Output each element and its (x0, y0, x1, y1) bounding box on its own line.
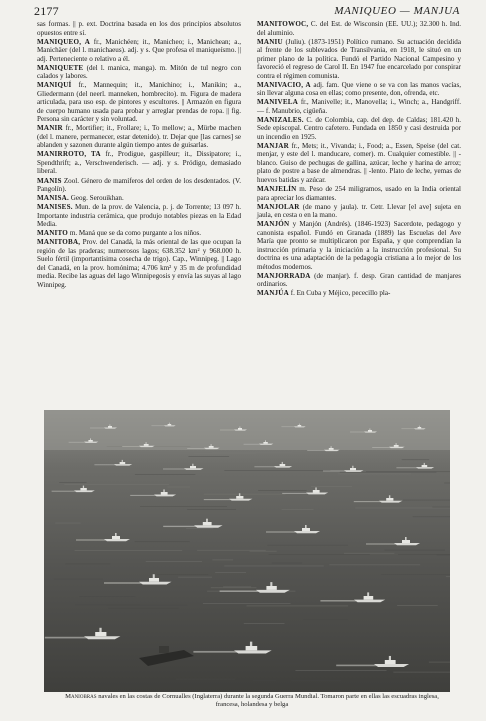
dictionary-entry (257, 185, 461, 202)
ship-hull (259, 444, 273, 445)
ship-wake (320, 600, 358, 601)
ship-hull (294, 531, 320, 533)
ship-hull (294, 426, 306, 427)
ship-bridge (246, 646, 258, 650)
ship-bridge (95, 632, 106, 636)
sea-ripple (108, 608, 178, 609)
ship-funnel (405, 537, 407, 540)
ship-bridge (263, 442, 267, 444)
entry-text: (del l. manica, manga). m. Mitón de tul negro con calados y labores. (37, 63, 242, 81)
ship-hull (204, 448, 220, 449)
ship-hull (344, 470, 364, 472)
ship-bridge (108, 426, 112, 428)
entry-text: Zool. Género de mamíferos del orden de los desdentados. (V. Pangolín). (37, 176, 241, 194)
ship-funnel (265, 440, 266, 442)
ship-wake (193, 651, 239, 653)
ship-hull (139, 582, 172, 585)
dictionary-entry (257, 20, 461, 37)
sea-ripple (176, 679, 235, 680)
ship-funnel (282, 462, 283, 464)
entry-headword: MANITOWOC, (257, 20, 309, 28)
ship-hull (414, 428, 426, 429)
ship-hull (139, 446, 155, 447)
ship-hull (74, 490, 95, 492)
dictionary-entry (257, 272, 461, 289)
ship-bridge (190, 466, 196, 468)
ship-funnel (315, 487, 316, 490)
entry-headword: MANIZALES. (257, 115, 304, 124)
ship-hull (234, 430, 247, 431)
sea-ripple (429, 662, 450, 663)
sea-ripple (437, 555, 450, 556)
entry-headword: MANJAR (257, 141, 289, 150)
sea-ripple (329, 564, 420, 565)
ship-hull (164, 425, 176, 426)
sea-ripple (135, 541, 190, 542)
sea-ripple (140, 506, 227, 507)
ship-hull (234, 650, 272, 653)
entry-headword: MANIR (37, 124, 63, 133)
sea-ripple (402, 459, 429, 460)
ship-bridge (88, 440, 92, 442)
ship-bridge (302, 528, 310, 531)
ship-hull (324, 450, 340, 451)
sea-ripple (135, 474, 196, 475)
ship-wake (204, 499, 233, 500)
entry-headword: MANIU (257, 37, 283, 46)
sea-ripple (272, 563, 302, 564)
ship-funnel (110, 425, 111, 427)
entry-text: (de manjar). f. desp. Gran cantidad de manjares ordinarios. (257, 271, 461, 289)
sea-ripple (381, 574, 450, 575)
entry-headword: MANISA. (37, 194, 69, 203)
dictionary-entry (257, 203, 461, 220)
ship-wake (323, 471, 347, 472)
ship-hull (184, 468, 204, 470)
ship-wake (94, 464, 116, 465)
ship-wake (401, 429, 415, 430)
ship-funnel (192, 464, 193, 466)
sea-ripple (304, 619, 348, 620)
dictionary-entry (257, 116, 461, 142)
ship-wake (281, 427, 295, 428)
entry-headword: MANJÚA (257, 289, 289, 298)
ship-wake (69, 442, 87, 443)
ship-wake (122, 446, 141, 447)
sea-ripple (197, 550, 266, 551)
ship-funnel (146, 442, 147, 444)
sea-ripple (291, 680, 341, 681)
ship-bridge (280, 464, 286, 466)
entry-headword: MANIVACIO, A (257, 80, 311, 89)
dictionary-entry (37, 81, 241, 124)
sea-ripple (224, 566, 323, 567)
ship-wake (76, 539, 108, 540)
ship-bridge (364, 596, 374, 600)
sea-ripple (55, 523, 80, 524)
dictionary-entry (37, 38, 241, 64)
entry-headword: MANIRROTO, TA (37, 150, 101, 159)
dictionary-entry (37, 150, 241, 176)
ship-wake (52, 491, 78, 492)
ship-hull (416, 467, 434, 469)
entry-text: Mun. de la prov. de Valencia, p. j. de Torrente; 13 097 h. Importante industria cerámica, que produjo notables piezas en la Edad Media. (37, 203, 241, 229)
entry-text: m. Peso de 254 miligramos, usado en la India oriental para apreciar los diamantes. (257, 185, 462, 202)
ship-hull (274, 466, 292, 468)
ship-bridge (209, 446, 214, 448)
dictionary-entry (37, 194, 241, 203)
ship-wake (187, 448, 206, 449)
entry-headword: MANIVELA (257, 98, 299, 107)
ship-bridge (368, 430, 372, 432)
ship-hull (114, 464, 132, 466)
sea-ripple (203, 603, 291, 604)
ship-hull (84, 636, 120, 639)
sea-ripple (215, 572, 246, 573)
sea-ripple (167, 487, 190, 488)
ship-wake (45, 637, 90, 639)
right-text-column (257, 20, 461, 299)
sea-ripple (211, 587, 257, 588)
ship-hull (379, 501, 402, 503)
ship-bridge (236, 496, 243, 499)
ship-bridge (418, 427, 422, 428)
ship-funnel (370, 429, 371, 431)
sea-ripple (275, 664, 303, 665)
ship-wake (266, 531, 298, 532)
sea-ripple (444, 483, 450, 484)
ship-bridge (313, 490, 320, 493)
entry-text: (de mano y jaula). tr. Cetr. Llevar [el ave] sujeta en jaula, en cesta o en la mano. (257, 202, 461, 220)
dictionary-entry (257, 289, 461, 298)
ship-funnel (419, 426, 420, 427)
entry-text: fr., Manivelle; it., Manovella; i., Winch; a., Handgriff. — f. Manubrio, cigüeña. (257, 98, 461, 115)
sea-ripple (178, 577, 212, 578)
ship-funnel (163, 489, 164, 492)
ship-funnel (211, 444, 212, 446)
dictionary-entry (37, 177, 241, 194)
foreground-ship-bridge (159, 646, 169, 653)
ship-funnel (90, 438, 91, 440)
page-number: 2177 (34, 4, 59, 18)
ship-wake (151, 426, 165, 427)
ship-bridge (112, 536, 120, 539)
ship-hull (394, 543, 420, 545)
ship-bridge (238, 428, 242, 430)
ship-wake (244, 444, 262, 445)
ship-bridge (422, 465, 428, 467)
ship-wake (282, 493, 309, 494)
sea-ripple (384, 550, 445, 551)
sea-ripple (247, 606, 349, 607)
ship-wake (220, 430, 236, 431)
entry-headword: MANIQUEO, A (37, 37, 91, 46)
ship-hull (256, 590, 290, 593)
entry-text: sas formas. || p. ext. Doctrina basada en los dos principios absolutos opuestos entre sí. (37, 20, 241, 37)
ship-bridge (402, 540, 410, 543)
entry-text: fr., Mannequin; it., Manichino; i., Manikin; a., Gliedermann (del neerl. manneken, hombrecito). m. Figura de madera articulada, para uso esp. de pintores y escultores. || Armazón en figura de cuerpo humano usada para probar y arreglar prendas de ropa. || fig. Persona sin carácter y sin voluntad. (37, 81, 242, 124)
dictionary-entry (37, 64, 241, 81)
entry-text: fr., Mortifier; it., Frollare; i., To mellow; a., Mürbe machen (del l. manere, permanecer, estar detenido). tr. Dejar que [las carnes] se ablanden y sazonen durante algún tiempo antes de guisarlas. (37, 124, 241, 150)
sea-ripple (187, 509, 236, 510)
ship-funnel (206, 519, 208, 522)
sea-ripple (54, 579, 103, 580)
ship-funnel (83, 486, 84, 488)
entry-headword: MANISES. (37, 203, 73, 212)
ship-bridge (161, 492, 168, 495)
ship-bridge (203, 522, 212, 525)
entry-text: f. En Cuba y Méjico, pececillo pla- (290, 289, 391, 298)
entry-headword: MANJOLAR (257, 202, 300, 211)
entry-headword: MANIQUÍ (37, 81, 72, 90)
sea-ripple (258, 490, 306, 491)
sea-ripple (311, 486, 352, 487)
entry-text: Prov. del Canadá, la más oriental de las que ocupan la región de las praderas; numerosos lagos; 638.352 km² y 968.000 h. Suelo fértil (importantísima cosecha de trigo). Cap., Winnipeg. || Lago del Canadá, en la prov. homónima; 4.706 km² y 35 m de profundidad media. Recibe las aguas del lago Winnipegosis y envía las suyas al lago Winnipeg. (37, 238, 241, 289)
sea-ripple (267, 545, 347, 546)
ship-wake (254, 466, 276, 467)
sea-ripple (211, 452, 292, 453)
sea-ripple (212, 560, 233, 561)
entry-headword: MANJORRADA (257, 271, 311, 280)
ship-bridge (394, 445, 399, 447)
sea-ripple (64, 484, 169, 485)
ship-bridge (149, 578, 159, 582)
sea-ripple (355, 508, 450, 509)
sea-ripple (204, 494, 286, 495)
entry-headword: MANIS (37, 176, 62, 185)
ship-bridge (144, 444, 149, 446)
entry-text: fr., Manichéen; it., Manicheo; i., Manichean; a., Manichäer (del l. manichaeus). adj. y s. Que profesa el maniqueísmo. || adj. Perteneciente o relativo a él. (37, 37, 241, 63)
naval-ships-photo (44, 410, 450, 692)
dictionary-entry (37, 20, 241, 37)
ship-funnel (424, 463, 425, 465)
entry-text: fr., Mets; it., Vivanda; i., Food; a., Essen, Speise (del cat. menjar, y este del l. manducare, comer). m. Cualquier comestible. || -blanco. Guiso de pechugas de gallina, azúcar, leche y harina de arroz; plato de postre a base de almendras. || -lento. Plato de leche, yemas de huevos batidas y azúcar. (257, 141, 461, 184)
ship-funnel (305, 525, 307, 528)
dictionary-entry (37, 229, 241, 238)
dictionary-entry (37, 124, 241, 150)
sea-ripple (157, 574, 208, 575)
sea-ripple (253, 680, 276, 681)
entry-text: C. de Colombia, cap. del dep. de Caldas; 181.420 h. Sede episcopal. Centro cafetero. Fundada en 1850 y casi destruida por un incendio en 1925. (257, 115, 462, 141)
ship-funnel (99, 628, 101, 632)
sea-ripple (344, 553, 394, 554)
ship-funnel (352, 466, 353, 468)
sea-ripple (432, 507, 450, 508)
entry-text: y Manjón (Andrés). (1846-1923) Sacerdote, pedagogo y canonista español. Fundó en Granada (1889) las Escuelas del Ave María que pronto se multiplicaron por España, y que comprendían la instrucción primaria y la iniciación a la instrucción profesional. Su doctrina es una adaptación de la pedagogía cristiana a lo mejor de los métodos modernos. (257, 220, 461, 271)
ship-funnel (122, 460, 123, 462)
ship-funnel (299, 424, 300, 425)
sea-ripple (194, 453, 256, 454)
entry-headword: MANJELÍN (257, 185, 297, 194)
sea-ripple (65, 564, 110, 565)
ship-wake (163, 526, 198, 527)
ship-hull (364, 432, 377, 433)
entry-text: Geog. Serouikhan. (70, 194, 124, 203)
ship-funnel (169, 423, 170, 424)
entry-text: m. Maná que se da como purgante a los niños. (69, 229, 202, 238)
sea-ripple (75, 550, 183, 551)
dictionary-entry (257, 38, 461, 81)
ship-bridge (120, 462, 126, 464)
ship-wake (104, 582, 144, 584)
entry-text: (Juliu). (1873-1951) Político rumano. Su actuación decidida al frente de los sublevados de Transilvania, en 1918, le situó en un primer plano de la política. Fundó el Partido Nacional Campesino y favoreció el regreso de Carol II. En 1947 fue encarcelado por conspirar contra el régimen comunista. (257, 37, 461, 80)
ship-bridge (80, 488, 86, 490)
ship-funnel (239, 493, 240, 496)
dictionary-entry (257, 98, 461, 115)
sea-ripple (188, 456, 229, 457)
entry-headword: MANIQUETE (37, 63, 84, 72)
ship-bridge (266, 586, 276, 590)
ship-hull (104, 539, 130, 541)
sea-ripple (282, 509, 314, 510)
ship-bridge (350, 468, 356, 470)
ship-funnel (389, 656, 391, 660)
caption-text: navales en las costas de Cornualles (Inglaterra) durante la segunda Guerra Mundial. Tomaron parte en ellas las escuadras inglesa, francesa, holandesa y belga (98, 693, 439, 708)
dictionary-entry (37, 238, 241, 289)
sea-ripple (224, 470, 330, 471)
sea-ripple (403, 500, 450, 501)
ship-wake (90, 428, 106, 429)
entry-text: C. del Est. de Wisconsin (EE. UU.); 32.300 h. Ind. del aluminio. (257, 20, 461, 37)
dictionary-entry (37, 203, 241, 229)
sea-ripple (446, 576, 450, 577)
sea-ripple (59, 482, 86, 483)
sea-ripple (413, 516, 450, 517)
ship-funnel (367, 592, 369, 596)
ship-hull (194, 525, 223, 527)
sea-ripple (269, 554, 370, 555)
caption-lead: Maniobras (65, 693, 97, 700)
ship-wake (130, 495, 157, 496)
photo-caption (62, 693, 442, 709)
ships-photo-graphic (44, 410, 450, 692)
ship-bridge (386, 498, 393, 501)
sea-ripple (295, 670, 386, 671)
headword-range: MANIQUEO — MANJUA (334, 5, 460, 17)
ship-bridge (385, 660, 396, 664)
sea-ripple (340, 472, 437, 473)
sea-ripple (393, 672, 450, 673)
dictionary-entry (257, 142, 461, 185)
sea-ripple (338, 474, 411, 475)
ship-wake (354, 501, 383, 502)
ship-hull (374, 664, 409, 667)
ship-wake (307, 450, 326, 451)
ship-wake (350, 432, 366, 433)
ship-bridge (168, 424, 172, 425)
ship-hull (229, 499, 252, 501)
ship-bridge (329, 448, 334, 450)
entry-text: adj. fam. Que viene o se va con las manos vacías, sin llevar alguna cosa en ellas; como presente, don, ofrenda, etc. (257, 80, 461, 98)
sea-ripple (397, 605, 438, 606)
ship-wake (163, 469, 187, 470)
sea-ripple (244, 623, 285, 624)
entry-headword: MANITOBA, (37, 238, 81, 247)
ship-bridge (298, 425, 302, 426)
ship-funnel (396, 443, 397, 445)
sea-ripple (250, 551, 277, 552)
ship-hull (154, 495, 176, 497)
ship-funnel (389, 495, 390, 498)
ship-wake (372, 447, 391, 448)
sea-ripple (186, 528, 213, 529)
ship-funnel (331, 446, 332, 448)
sea-ripple (211, 641, 239, 642)
ship-hull (104, 428, 117, 429)
ship-hull (389, 447, 405, 448)
ship-funnel (153, 574, 155, 578)
ship-funnel (115, 533, 117, 536)
sea-ripple (146, 561, 202, 562)
entry-text: fr., Prodigue, gaspilleur; it., Dissipatore; i., Spendthrift; a., Verschwenderisch. — adj. y s. Pródigo, demasiado liberal. (37, 150, 241, 176)
ship-hull (354, 600, 385, 603)
left-text-column (37, 20, 241, 290)
ship-funnel (250, 642, 252, 646)
ship-wake (366, 543, 398, 544)
entry-headword: MANJÓN (257, 220, 290, 229)
dictionary-entry (257, 220, 461, 271)
ship-wake (396, 467, 418, 468)
ship-wake (220, 590, 262, 592)
sea-ripple (79, 596, 135, 597)
entry-headword: MANITO (37, 229, 69, 238)
ship-wake (336, 665, 379, 667)
ship-hull (84, 442, 98, 443)
sea-ripple (107, 605, 188, 606)
ship-funnel (270, 582, 272, 586)
dictionary-entry (257, 81, 461, 98)
sea-ripple (223, 586, 251, 587)
ship-hull (306, 493, 328, 495)
ship-funnel (240, 427, 241, 429)
